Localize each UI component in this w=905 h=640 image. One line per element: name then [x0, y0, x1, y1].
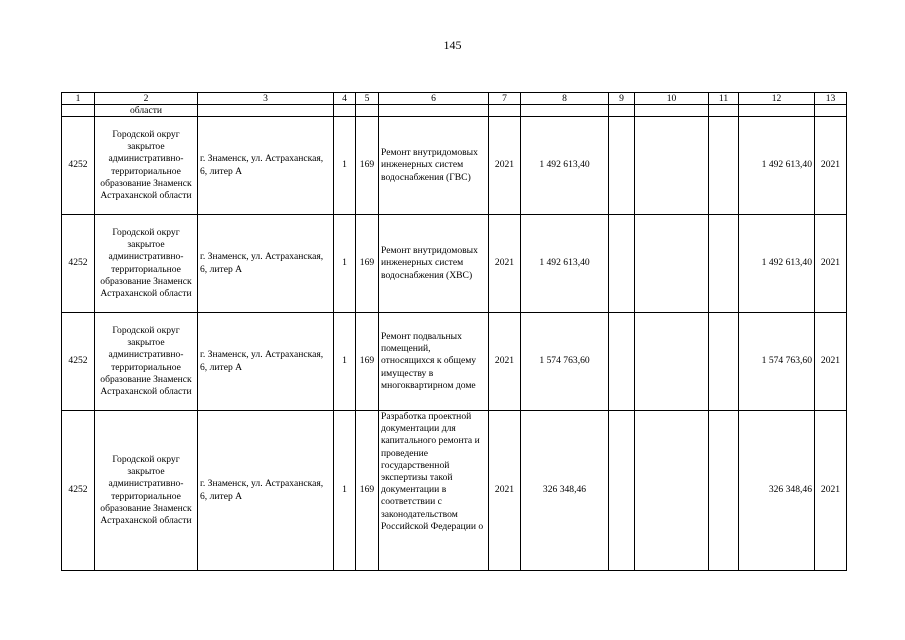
column-number: 11: [709, 93, 739, 105]
col12-cell: 326 348,46: [739, 411, 815, 571]
municipality-cell: Городской округ закрытое административно-территориальное образование Знаменск Астраханской области: [95, 411, 198, 571]
column-number: 7: [489, 93, 521, 105]
col5-cell: 169: [356, 411, 379, 571]
table-row: [62, 215, 847, 313]
col13-cell: 2021: [815, 117, 847, 215]
address-cell: г. Знаменск, ул. Астраханская, 6, литер А: [198, 411, 334, 571]
column-number: 10: [635, 93, 709, 105]
col13-cell: 2021: [815, 411, 847, 571]
column-number-row: [62, 93, 847, 105]
year-cell: 2021: [489, 117, 521, 215]
row-id: 4252: [62, 215, 95, 313]
col9-cell: [609, 411, 635, 571]
col4-cell: 1: [334, 411, 356, 571]
col11-cell: [709, 215, 739, 313]
col5-cell: 169: [356, 313, 379, 411]
column-number: 2: [95, 93, 198, 105]
cost-cell: 326 348,46: [521, 411, 609, 571]
col5-cell: 169: [356, 117, 379, 215]
col13-cell: 2021: [815, 215, 847, 313]
address-cell: г. Знаменск, ул. Астраханская, 6, литер А: [198, 313, 334, 411]
col12-cell: 1 492 613,40: [739, 215, 815, 313]
work-type-cell: Ремонт внутридомовых инженерных систем водоснабжения (ГВС): [379, 117, 489, 215]
column-number: 5: [356, 93, 379, 105]
municipality-cell: Городской округ закрытое административно-территориальное образование Знаменск Астраханской области: [95, 215, 198, 313]
column-number: 1: [62, 93, 95, 105]
row-id: 4252: [62, 117, 95, 215]
row-id: 4252: [62, 313, 95, 411]
work-type-cell: Разработка проектной документации для капитального ремонта и проведение государственной экспертизы такой документации в соответствии с законодательством Российской Федерации о: [379, 411, 489, 571]
col5-cell: 169: [356, 215, 379, 313]
address-cell: г. Знаменск, ул. Астраханская, 6, литер А: [198, 117, 334, 215]
col11-cell: [709, 313, 739, 411]
table-row: [62, 117, 847, 215]
col10-cell: [635, 117, 709, 215]
cost-cell: 1 574 763,60: [521, 313, 609, 411]
col10-cell: [635, 313, 709, 411]
cost-cell: 1 492 613,40: [521, 215, 609, 313]
register-table: [61, 92, 847, 571]
column-number: 3: [198, 93, 334, 105]
col10-cell: [635, 215, 709, 313]
col11-cell: [709, 411, 739, 571]
col4-cell: 1: [334, 117, 356, 215]
col10-cell: [635, 411, 709, 571]
column-number: 13: [815, 93, 847, 105]
col13-cell: 2021: [815, 313, 847, 411]
year-cell: 2021: [489, 313, 521, 411]
column-number: 6: [379, 93, 489, 105]
col12-cell: 1 574 763,60: [739, 313, 815, 411]
col9-cell: [609, 117, 635, 215]
year-cell: 2021: [489, 215, 521, 313]
column-number: 8: [521, 93, 609, 105]
work-type-cell: Ремонт внутридомовых инженерных систем водоснабжения (ХВС): [379, 215, 489, 313]
page-number: 145: [443, 38, 462, 52]
col12-cell: 1 492 613,40: [739, 117, 815, 215]
address-cell: г. Знаменск, ул. Астраханская, 6, литер А: [198, 215, 334, 313]
col4-cell: 1: [334, 313, 356, 411]
col9-cell: [609, 215, 635, 313]
cost-cell: 1 492 613,40: [521, 117, 609, 215]
table-row: [62, 313, 847, 411]
municipality-cell: Городской округ закрытое административно-территориальное образование Знаменск Астраханской области: [95, 117, 198, 215]
col4-cell: 1: [334, 215, 356, 313]
year-cell: 2021: [489, 411, 521, 571]
work-type-cell: Ремонт подвальных помещений, относящихся к общему имуществу в многоквартирном доме: [379, 313, 489, 411]
continuation-text: области: [95, 105, 198, 117]
col9-cell: [609, 313, 635, 411]
column-number: 4: [334, 93, 356, 105]
table-row: [62, 411, 847, 571]
col11-cell: [709, 117, 739, 215]
column-number: 9: [609, 93, 635, 105]
column-number: 12: [739, 93, 815, 105]
row-id: 4252: [62, 411, 95, 571]
continuation-row: [62, 105, 847, 117]
municipality-cell: Городской округ закрытое административно-территориальное образование Знаменск Астраханской области: [95, 313, 198, 411]
